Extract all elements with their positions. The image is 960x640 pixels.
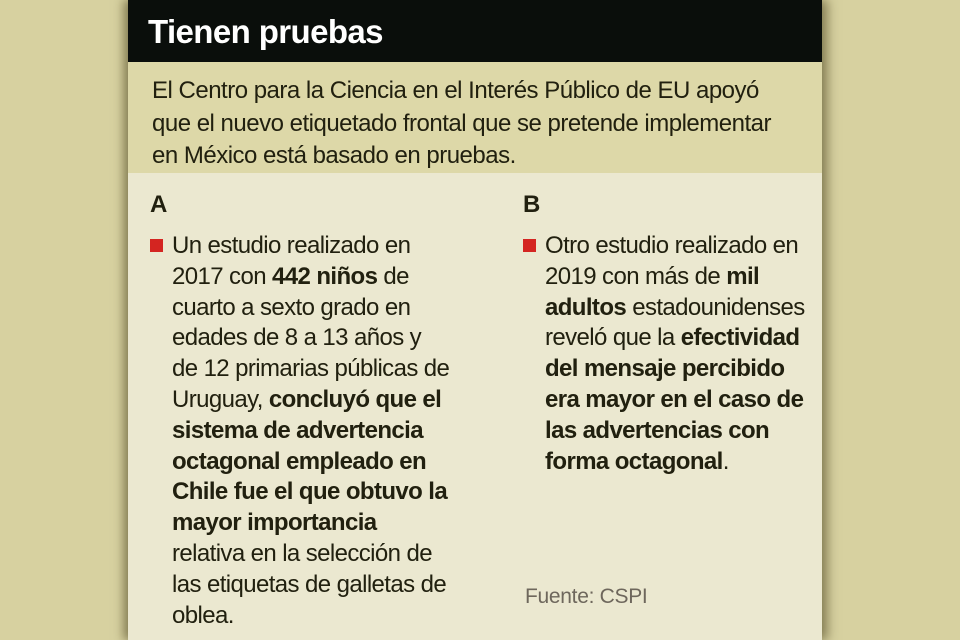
infographic-panel [128,0,822,640]
column-a-bullet-text: Un estudio realizado en 2017 con 442 niños de cuarto a sexto grado en edades de 8 a 13 años y de 12 primarias públicas de Uruguay, concluyó que el sistema de advertencia octagonal empleado en Chile fue el que obtuvo la mayor importancia relativa en la selección de las etiquetas de galletas de oblea. [172,232,450,629]
header-bar [128,0,822,62]
body-section [128,173,822,640]
page-title: Tienen pruebas [148,12,383,50]
column-a-bullet-item [150,231,450,631]
column-a [150,191,450,631]
column-a-label: A [150,191,168,218]
column-b-label: B [523,191,541,218]
column-b [523,191,808,477]
column-b-bullet-text: Otro estudio realizado en 2019 con más de mil adultos estadounidenses reveló que la efectividad del mensaje percibido era mayor en el caso de las advertencias con forma octagonal. [545,232,805,475]
intro-section [128,62,822,173]
source-caption: Fuente: CSPI [525,585,648,608]
intro-text: El Centro para la Ciencia en el Interés Público de EU apoyó que el nuevo etiquetado frontal que se pretende implementar en México está basado en pruebas. [152,77,771,169]
red-square-bullet-icon [523,239,536,252]
column-b-bullet-item [523,231,808,477]
red-square-bullet-icon [150,239,163,252]
